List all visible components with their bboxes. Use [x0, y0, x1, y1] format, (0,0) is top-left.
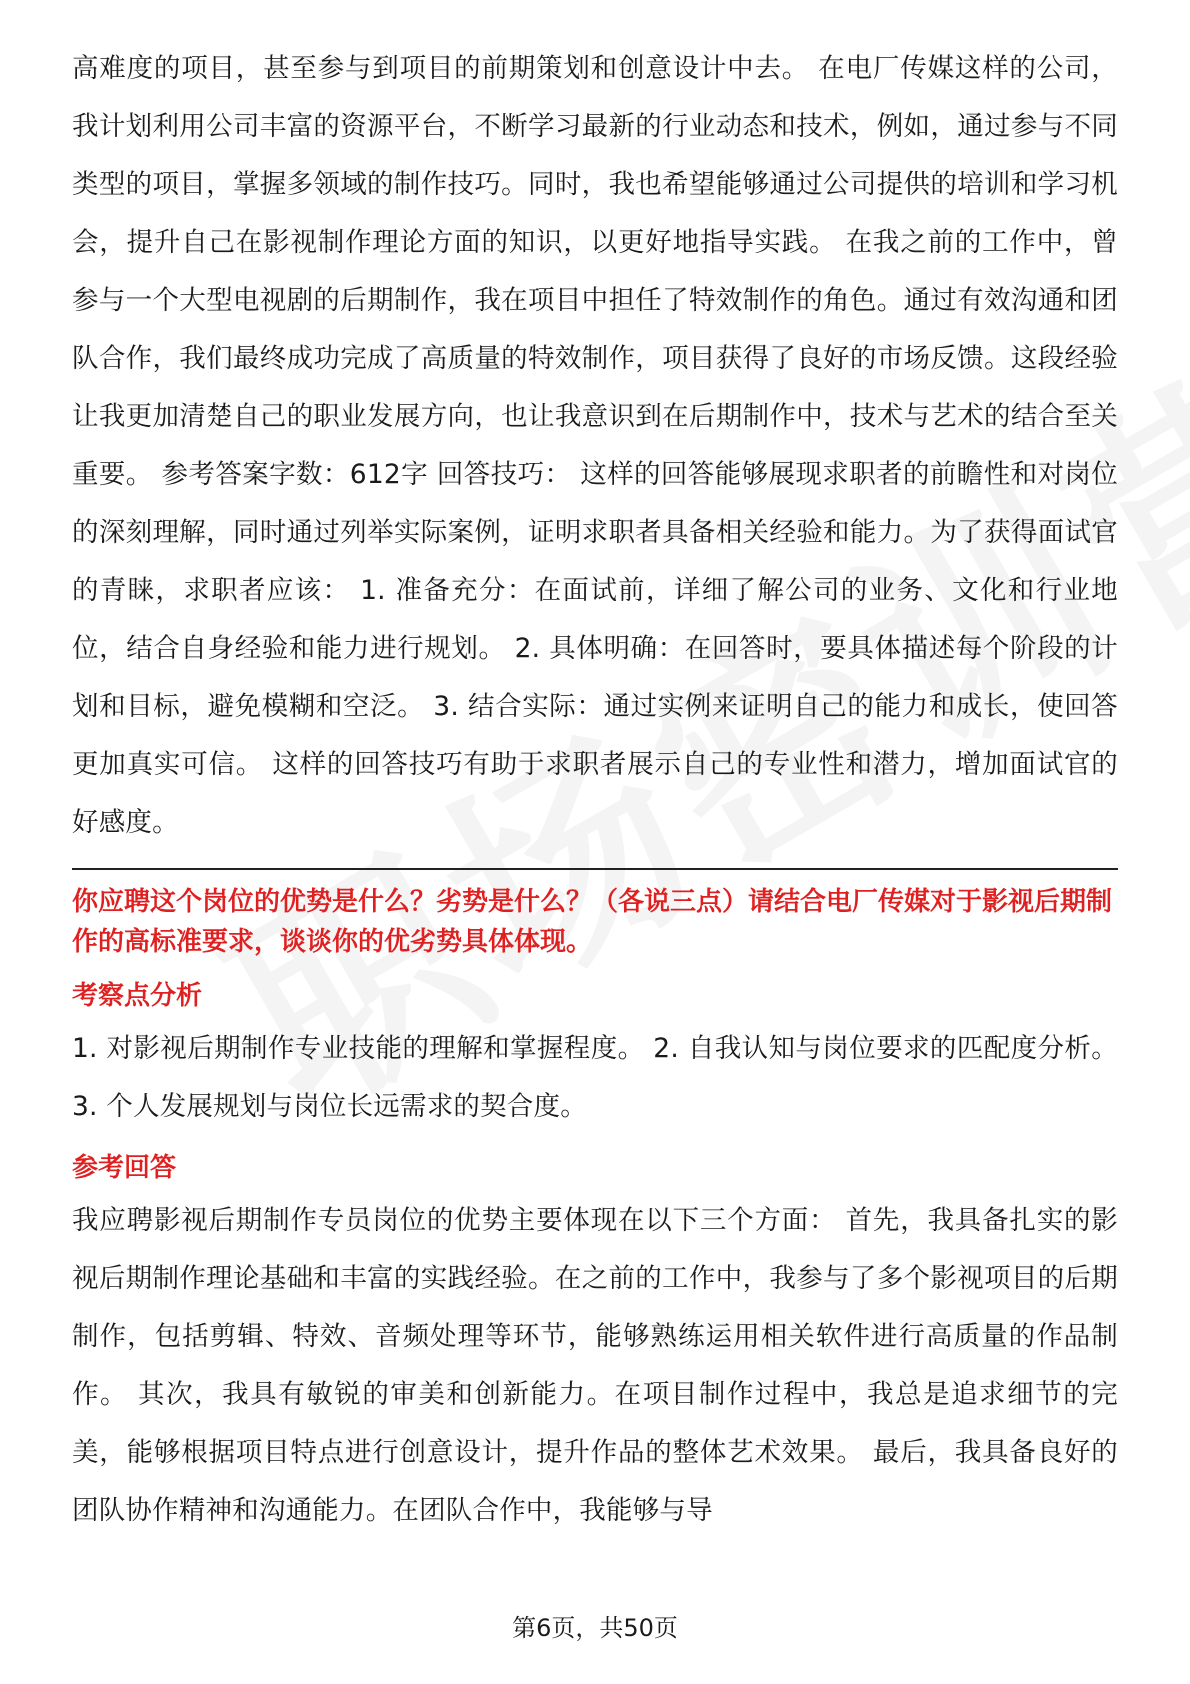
analysis-heading: 考察点分析 — [72, 981, 203, 1011]
page-number: 第6页，共50页 — [512, 1614, 678, 1642]
question-title: 你应聘这个岗位的优势是什么？劣势是什么？（各说三点）请结合电厂传媒对于影视后期制作的高标准要求，谈谈你的优劣势具体体现。 — [72, 887, 1113, 957]
answer-heading: 参考回答 — [72, 1153, 177, 1183]
document-page — [72, 40, 1118, 1540]
analysis-paragraph: 1. 对影视后期制作专业技能的理解和掌握程度。 2. 自我认知与岗位要求的匹配度分析。 3. 个人发展规划与岗位长远需求的契合度。 — [72, 1033, 1118, 1122]
answer-paragraph: 我应聘影视后期制作专员岗位的优势主要体现在以下三个方面： 首先，我具备扎实的影视后期制作理论基础和丰富的实践经验。在之前的工作中，我参与了多个影视项目的后期制作，包括剪辑、特效、音频处理等环节，能够熟练运用相关软件进行高质量的作品制作。 其次，我具有敏锐的审美和创新能力。在项目制作过程中，我总是追求细节的完美，能够根据项目特点进行创意设计，提升作品的整体艺术效果。 最后，我具备良好的团队协作精神和沟通能力。在团队合作中，我能够与导 — [72, 1205, 1118, 1526]
continuation-paragraph: 高难度的项目，甚至参与到项目的前期策划和创意设计中去。 在电厂传媒这样的公司，我计划利用公司丰富的资源平台，不断学习最新的行业动态和技术，例如，通过参与不同类型的项目，掌握多领域的制作技巧。同时，我也希望能够通过公司提供的培训和学习机会，提升自己在影视制作理论方面的知识，以更好地指导实践。 在我之前的工作中，曾参与一个大型电视剧的后期制作，我在项目中担任了特效制作的角色。通过有效沟通和团队合作，我们最终成功完成了高质量的特效制作，项目获得了良好的市场反馈。这段经验让我更加清楚自己的职业发展方向，也让我意识到在后期制作中，技术与艺术的结合至关重要。 参考答案字数：612字 回答技巧： 这样的回答能够展现求职者的前瞻性和对岗位的深刻理解，同时通过列举实际案例，证明求职者具备相关经验和能力。为了获得面试官的青睐，求职者应该： 1. 准备充分：在面试前，详细了解公司的业务、文化和行业地位，结合自身经验和能力进行规划。 2. 具体明确：在回答时，要具体描述每个阶段的计划和目标，避免模糊和空泛。 3. 结合实际：通过实例来证明自己的能力和成长，使回答更加真实可信。 这样的回答技巧有助于求职者展示自己的专业性和潜力，增加面试官的好感度。 — [72, 53, 1118, 838]
section-divider — [72, 868, 1118, 870]
